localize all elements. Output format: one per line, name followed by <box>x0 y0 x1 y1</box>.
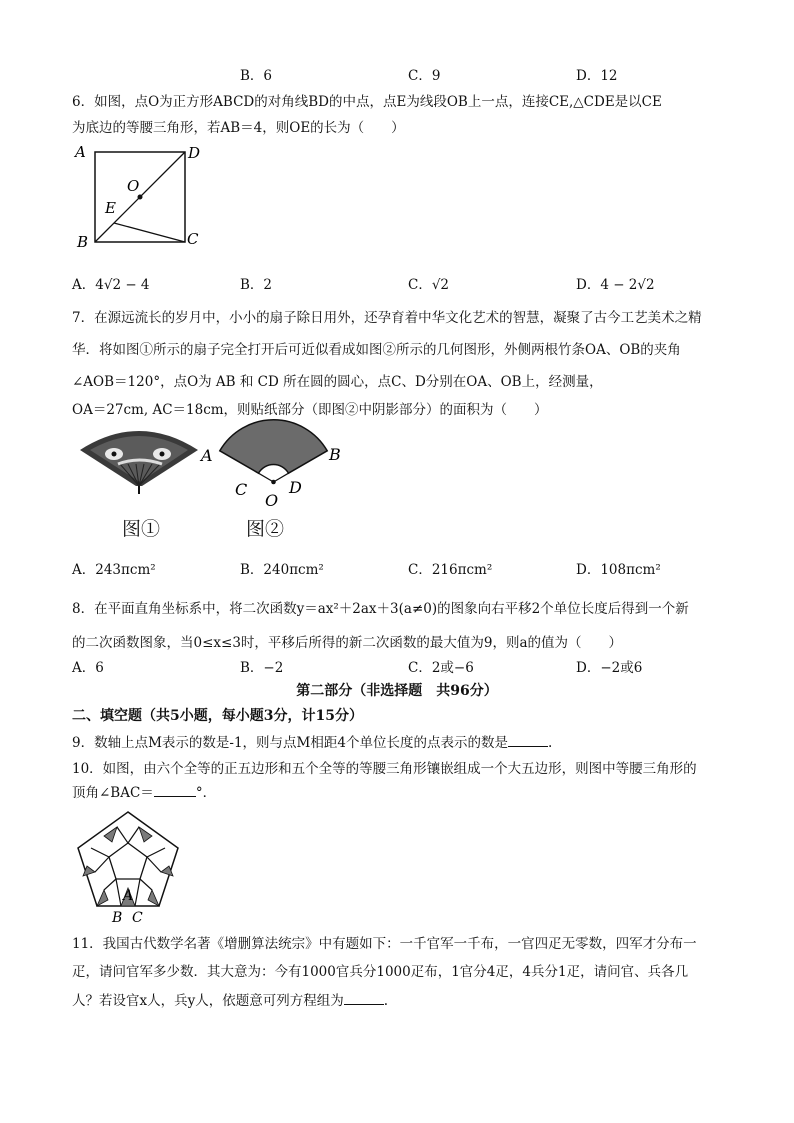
q11-answer-blank[interactable] <box>344 992 384 1005</box>
q8-option-d: D．−2或6 <box>576 660 643 676</box>
label-a: A <box>75 143 86 161</box>
q6-stem-line1: 6．如图，点O为正方形ABCD的对角线BD的中点，点E为线段OB上一点，连接CE,△CDE是以CE <box>72 94 662 110</box>
q5-option-d: D．12 <box>576 68 618 84</box>
q7-fan-photo <box>76 420 202 496</box>
q8-option-c: C．2或−6 <box>408 660 474 676</box>
q7-option-a: A．243πcm² <box>72 562 156 578</box>
q5-option-b: B．6 <box>240 68 273 84</box>
q7-fan-diagram <box>198 418 348 510</box>
label-o: O <box>127 177 140 195</box>
q10-end: °． <box>195 785 217 801</box>
q7-fig2-caption: 图② <box>246 518 285 540</box>
q7-option-d: D．108πcm² <box>576 562 661 578</box>
q10-stem-line1: 10．如图，由六个全等的正五边形和五个全等的等腰三角形镶嵌组成一个大五边形，则图中等腰三角形的 <box>72 761 697 777</box>
q10-answer-blank[interactable] <box>154 784 196 797</box>
label-c: C <box>235 480 248 499</box>
q9-text: 9．数轴上点M表示的数是-1，则与点M相距4个单位长度的点表示的数是 <box>72 735 508 751</box>
q11-line3-text: 人？若设官x人，兵y人，依题意可列方程组为 <box>72 993 344 1009</box>
q7-option-c: C．216πcm² <box>408 562 493 578</box>
label-b: B <box>77 233 89 250</box>
q6-stem-line2: 为底边的等腰三角形，若AB＝4，则OE的长为（ ） <box>72 120 405 136</box>
q7-stem-line1: 7．在源远流长的岁月中，小小的扇子除日用外，还孕育着中华文化艺术的智慧，凝聚了古今工艺美术之精 <box>72 310 702 326</box>
triangle-bottom-right <box>148 890 159 906</box>
q6-option-b: B．2 <box>240 277 273 293</box>
label-a: A <box>201 446 213 465</box>
q10-line2-text: 顶角∠BAC＝ <box>72 785 154 801</box>
section2-title: 二、填空题（共5小题，每小题3分，计15分） <box>72 708 363 724</box>
segment-do <box>274 473 289 482</box>
center-pentagon <box>109 843 147 879</box>
q10-stem-line2 <box>72 781 216 801</box>
q5-option-c: C．9 <box>408 68 441 84</box>
q9-answer-blank[interactable] <box>508 734 548 747</box>
q11-stem-line2: 疋，请问官军多少数．其大意为：今有1000官兵分1000疋布，1官分4疋，4兵分1疋，请问官、兵各几 <box>72 964 689 980</box>
q7-stem-line4: OA＝27cm, AC＝18cm，则贴纸部分（即图②中阴影部分）的面积为（ ） <box>72 402 548 418</box>
q8-stem-line2: 的二次函数图象，当0≤x≤3时，平移后所得的新二次函数的最大值为9，则a的值为（ ） <box>72 635 623 651</box>
q7-stem-line2: 华．将如图①所示的扇子完全打开后可近似看成如图②所示的几何图形，外侧两根竹条OA、OB的夹角 <box>72 342 681 358</box>
point-o <box>271 480 276 485</box>
label-d: D <box>188 144 201 162</box>
q6-option-c: C．√2 <box>408 277 450 293</box>
q10-pentagon-figure <box>72 808 184 924</box>
q11-stem-line1: 11．我国古代数学名著《增删算法统宗》中有题如下：一千官军一千布，一官四疋无零数，四军才分布一 <box>72 936 697 952</box>
label-d: D <box>289 478 302 497</box>
q6-option-a: A．4√2 − 4 <box>72 277 150 293</box>
q8-stem-line1: 8．在平面直角坐标系中，将二次函数y＝ax²＋2ax＋3(a≠0)的图象向右平移2个单位长度后得到一个新 <box>72 601 689 617</box>
q6-square-figure <box>72 140 212 250</box>
label-a: A <box>123 888 134 904</box>
label-b: B <box>329 445 341 464</box>
q9-stem <box>72 731 552 751</box>
label-b: B <box>112 910 123 924</box>
segment-co <box>259 473 274 482</box>
label-o: O <box>265 491 279 510</box>
q11-stem-line3 <box>72 989 388 1009</box>
q7-option-b: B．240πcm² <box>240 562 324 578</box>
label-c: C <box>187 230 199 248</box>
q11-end: . <box>383 993 389 1009</box>
part2-title: 第二部分（非选择题 共96分） <box>296 683 498 699</box>
point-o <box>138 195 143 200</box>
label-e: E <box>105 199 116 217</box>
q7-stem-line3: ∠AOB＝120°，点O为 AB 和 CD 所在圆的圆心，点C、D分别在OA、OB上，经测量， <box>72 374 603 390</box>
q8-option-b: B．−2 <box>240 660 284 676</box>
label-c: C <box>132 910 143 924</box>
q6-option-d: D．4 − 2√2 <box>576 277 655 293</box>
triangle-top-left <box>104 827 117 842</box>
triangle-bottom-left <box>97 890 108 906</box>
triangle-top-right <box>139 827 152 842</box>
shaded-sector <box>220 420 327 473</box>
q7-fig1-caption: 图① <box>122 518 161 540</box>
segment-ce <box>114 223 185 242</box>
q8-option-a: A．6 <box>72 660 104 676</box>
q9-end: . <box>547 735 553 751</box>
